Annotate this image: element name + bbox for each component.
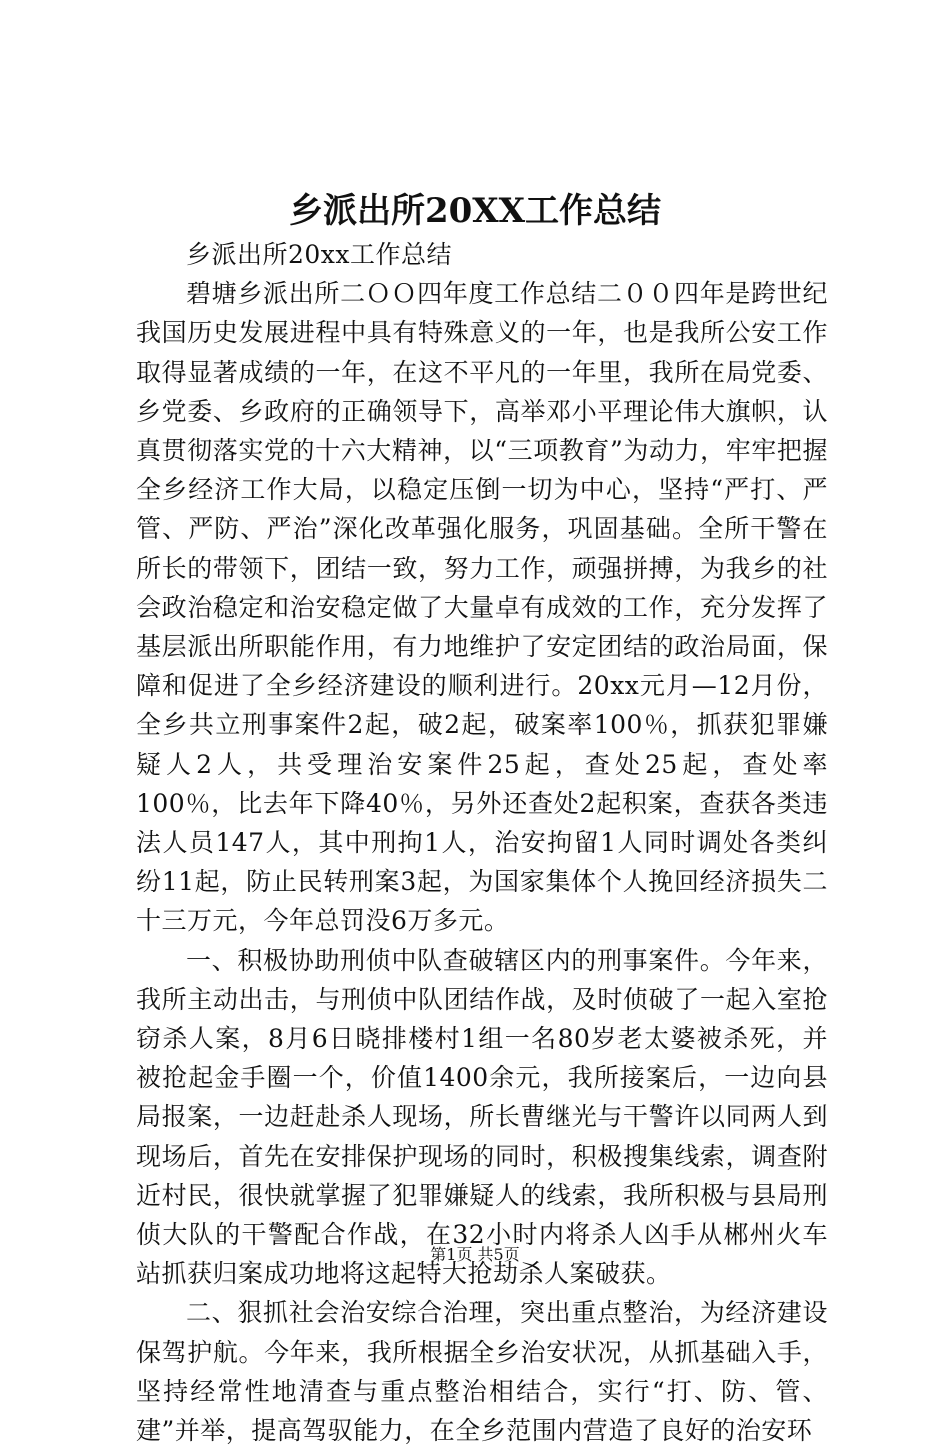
- document-title: 乡派出所20XX工作总结: [288, 191, 662, 231]
- paragraph-subtitle: 乡派出所20xx工作总结: [186, 240, 453, 269]
- page-footer: 第1页 共5页: [430, 1245, 520, 1264]
- document-body: [136, 235, 828, 1450]
- paragraph-intro: 碧塘乡派出所二ＯＯ四年度工作总结二００四年是跨世纪我国历史发展进程中具有特殊意义的一年，也是我所公安工作取得显著成绩的一年，在这不平凡的一年里，我所在局党委、乡党委、乡政府的正确领导下，高举邓小平理论伟大旗帜，认真贯彻落实党的十六大精神，以“三项教育”为动力，牢牢把握全乡经济工作大局，以稳定压倒一切为中心，坚持“严打、严管、严防、严治”深化改革强化服务，巩固基础。全所干警在所长的带领下，团结一致，努力工作，顽强拼搏，为我乡的社会政治稳定和治安稳定做了大量卓有成效的工作，充分发挥了基层派出所职能作用，有力地维护了安定团结的政治局面，保障和促进了全乡经济建设的顺利进行。20xx元月—12月份，全乡共立刑事案件2起，破2起，破案率100％，抓获犯罪嫌疑人2人，共受理治安案件25起，查处25起，查处率100％，比去年下降40％，另外还查处2起积案，查获各类违法人员147人，其中刑拘1人，治安拘留1人同时调处各类纠纷11起，防止民转刑案3起，为国家集体个人挽回经济损失二十三万元，今年总罚没6万多元。: [136, 279, 828, 936]
- paragraph-section-one: 一、积极协助刑侦中队查破辖区内的刑事案件。今年来，我所主动出击，与刑侦中队团结作战，及时侦破了一起入室抢窃杀人案，8月6日晓排楼村1组一名80岁老太婆被杀死，并被抢起金手圈一个，价值1400余元，我所接案后，一边向县局报案，一边赶赴杀人现场，所长曹继光与干警许以同两人到现场后，首先在安排保护现场的同时，积极搜集线索，调查附近村民，很快就掌握了犯罪嫌疑人的线索，我所积极与县局刑侦大队的干警配合作战，在32小时内将杀人凶手从郴州火车站抓获归案成功地将这起特大抢劫杀人案破获。: [136, 945, 828, 1289]
- paragraph-section-two: 二、狠抓社会治安综合治理，突出重点整治，为经济建设保驾护航。今年来，我所根据全乡治安状况，从抓基础入手，坚持经常性地清查与重点整治相结合，实行“打、防、管、建”并举，提高驾驭能力，在全乡范围内营造了良好的治安环: [136, 1298, 828, 1446]
